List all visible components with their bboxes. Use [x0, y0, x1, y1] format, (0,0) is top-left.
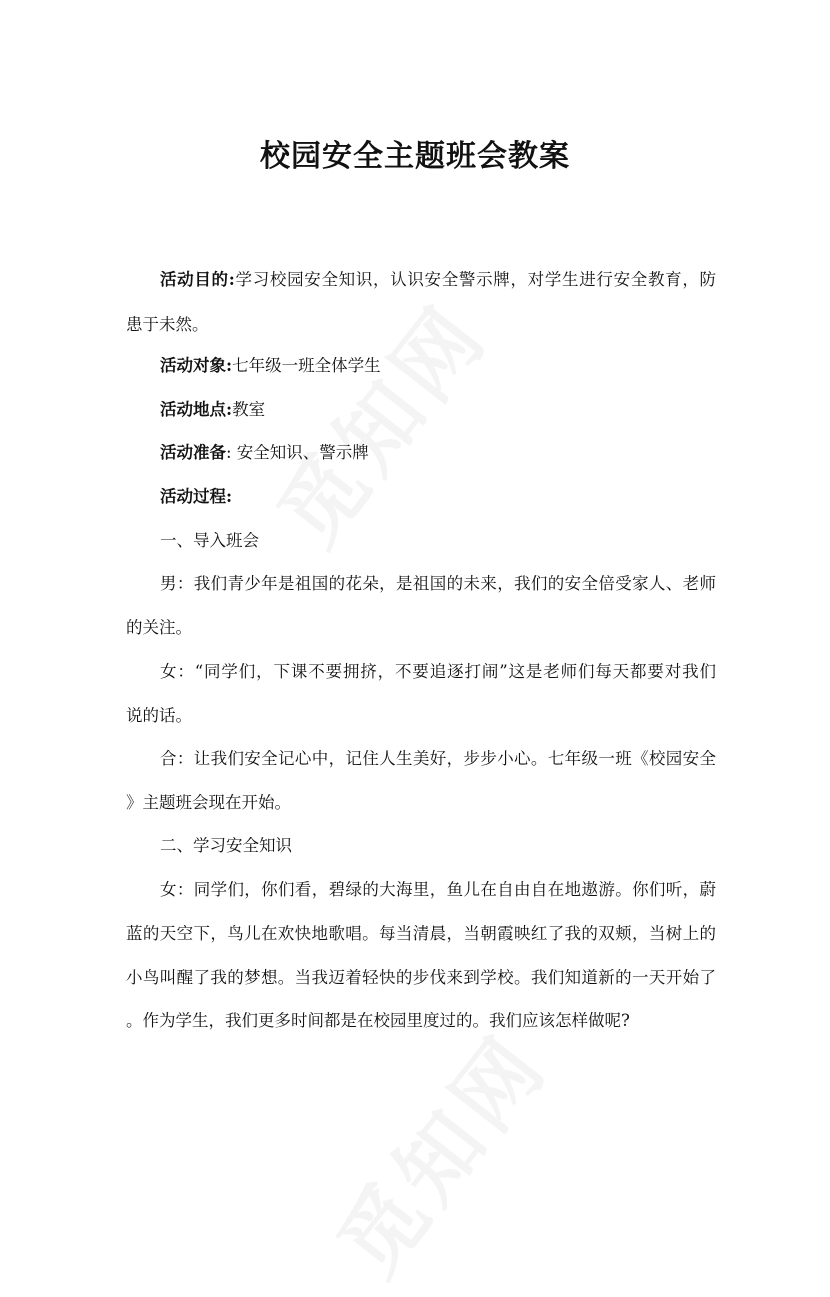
target-text: 七年级一班全体学生	[232, 356, 381, 375]
part1-heading: 一、导入班会	[160, 531, 259, 550]
process-line	[160, 485, 716, 509]
preparation-label: 活动准备	[160, 443, 226, 462]
location-text: 教室	[232, 400, 266, 419]
female-line-2: 说的话。	[126, 706, 192, 725]
watermark-bottom	[305, 1005, 570, 1297]
together-line-1: 合：让我们安全记心中，记住人生美好，步步小心。七年级一班《校园安全	[160, 749, 716, 768]
part2-heading: 二、学习安全知识	[160, 836, 292, 855]
location-line	[160, 398, 716, 422]
page-title: 校园安全主题班会教案	[260, 139, 570, 174]
process-label: 活动过程:	[160, 487, 233, 506]
purpose-text-1: 学习校园安全知识，认识安全警示牌，对学生进行安全教育，防	[234, 270, 717, 289]
preparation-text: : 安全知识、警示牌	[226, 443, 369, 462]
together-line-2: 》主题班会现在开始。	[126, 793, 291, 812]
preparation-line	[160, 441, 716, 465]
target-label: 活动对象:	[160, 356, 233, 375]
part2-line-4: 。作为学生，我们更多时间都是在校园里度过的。我们应该怎样做呢?	[126, 1011, 630, 1030]
purpose-line-1	[160, 268, 716, 292]
purpose-line-2: 患于未然。	[126, 315, 209, 334]
part2-line-1: 女：同学们，你们看，碧绿的大海里，鱼儿在自由自在地遨游。你们听，蔚	[160, 880, 716, 899]
purpose-label: 活动目的:	[160, 270, 235, 289]
part2-line-2: 蓝的天空下，鸟儿在欢快地歌唱。每当清晨，当朝霞映红了我的双颊，当树上的	[126, 924, 716, 943]
location-label: 活动地点:	[160, 400, 233, 419]
male-line-1: 男：我们青少年是祖国的花朵，是祖国的未来，我们的安全倍受家人、老师	[160, 574, 716, 593]
part2-line-3: 小鸟叫醒了我的梦想。当我迈着轻快的步伐来到学校。我们知道新的一天开始了	[126, 968, 716, 987]
female-line-1: 女：“同学们，下课不要拥挤，不要追逐打闹”这是老师们每天都要对我们	[160, 662, 716, 681]
target-line	[160, 354, 716, 378]
male-line-2: 的关注。	[126, 618, 192, 637]
